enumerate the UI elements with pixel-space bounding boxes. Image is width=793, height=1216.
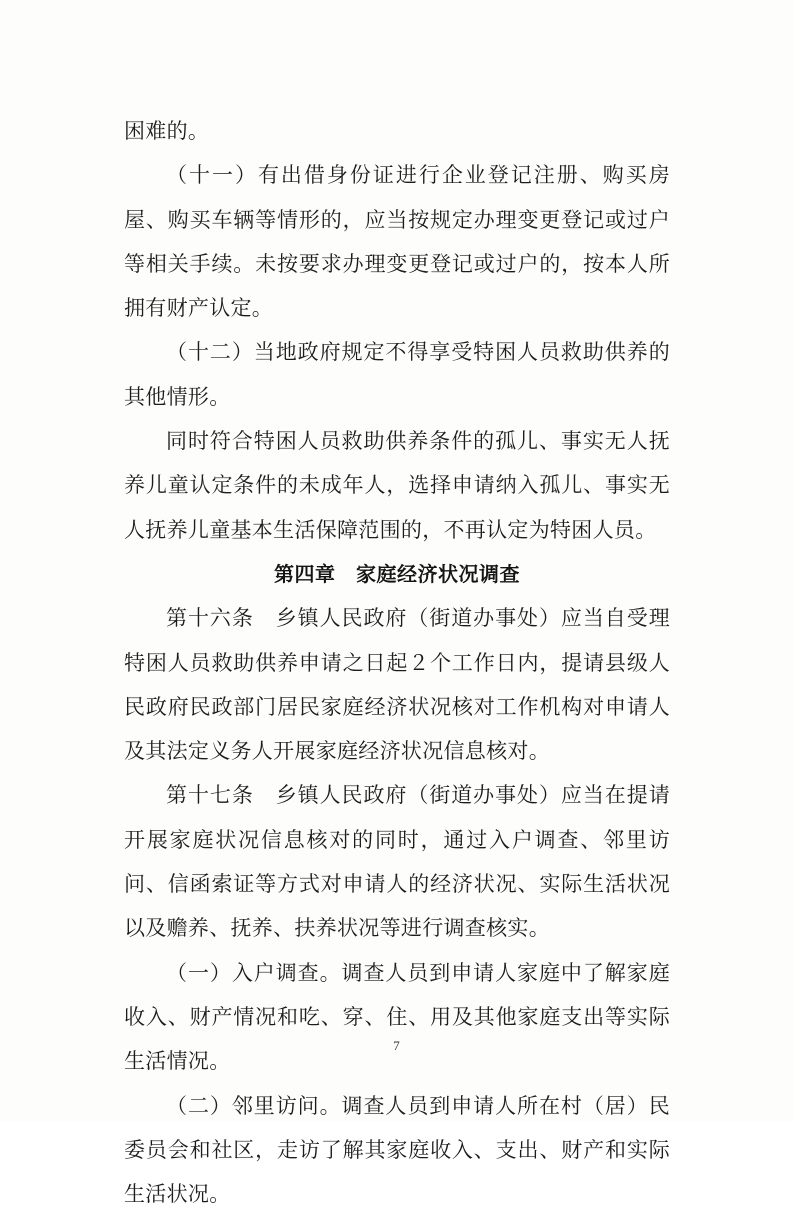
paragraph-home-survey: （一）入户调查。调查人员到申请人家庭中了解家庭收入、财产情况和吃、穿、住、用及其他家庭支出等实际生活情况。 [124, 960, 670, 1074]
paragraph-orphans-note: 同时符合特困人员救助供养条件的孤儿、事实无人抚养儿童认定条件的未成年人，选择申请纳入孤儿、事实无人抚养儿童基本生活保障范围的，不再认定为特困人员。 [124, 429, 670, 542]
paragraph-neighbor-visit: （二）邻里访问。调查人员到申请人所在村（居）民委员会和社区，走访了解其家庭收入、支出、财产和实际生活状况。 [124, 1093, 670, 1207]
paragraph-item-11: （十一）有出借身份证进行企业登记注册、购买房屋、购买车辆等情形的，应当按规定办理变更登记或过户等相关手续。未按要求办理变更登记或过户的，按本人所拥有财产认定。 [124, 163, 670, 321]
article-17: 第十七条 乡镇人民政府（街道办事处）应当在提请开展家庭状况信息核对的同时，通过入户调查、邻里访问、信函索证等方式对申请人的经济状况、实际生活状况以及赡养、抚养、扶养状况等进行调查核实。 [124, 783, 670, 941]
article-16: 第十六条 乡镇人民政府（街道办事处）应当自受理特困人员救助供养申请之日起２个工作日内，提请县级人民政府民政部门居民家庭经济状况核对工作机构对申请人及其法定义务人开展家庭经济状况信息核对。 [124, 606, 670, 764]
chapter-heading: 第四章 家庭经济状况调查 [274, 561, 520, 586]
page-number: 7 [393, 1038, 400, 1053]
paragraph-item-12: （十二）当地政府规定不得享受特困人员救助供养的其他情形。 [124, 340, 670, 409]
paragraph-continuation: 困难的。 [124, 119, 210, 143]
